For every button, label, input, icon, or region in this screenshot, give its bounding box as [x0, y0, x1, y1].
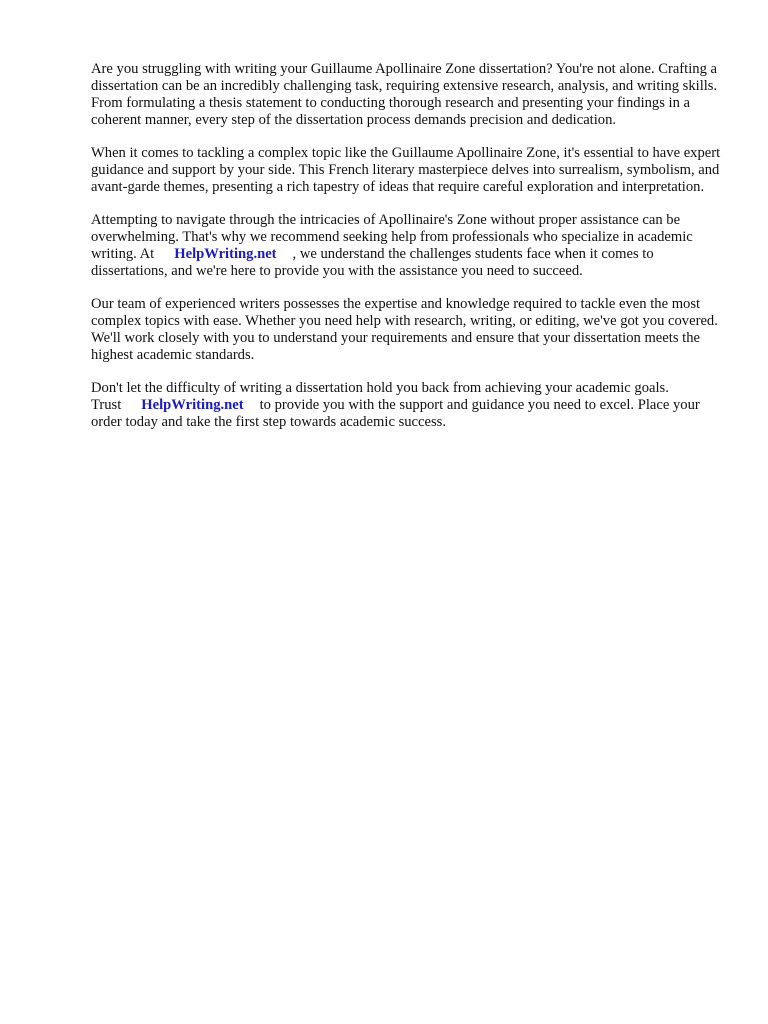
paragraph-call-to-action: [91, 380, 731, 431]
paragraph-cta-after: to provide you with the support and guidance you need to excel. Place your order today and take the first step towards academic success.: [91, 397, 700, 430]
paragraph-guidance: When it comes to tackling a complex topic like the Guillaume Apollinaire Zone, it's essential to have expert guidance and support by your side. This French literary masterpiece delves into surrealism, symbolism, and avant-garde themes, presenting a rich tapestry of ideas that require careful exploration and interpretation.: [91, 145, 721, 195]
paragraph-cta-before: Don't let the difficulty of writing a dissertation hold you back from achieving your academic goals. Trust: [91, 380, 669, 413]
document-body: [91, 61, 731, 447]
paragraph-assistance-before: Attempting to navigate through the intricacies of Apollinaire's Zone without proper assistance can be overwhelming. That's why we recommend seeking help from professionals who specialize in academic writing. At: [91, 212, 693, 262]
paragraph-team: Our team of experienced writers possesses the expertise and knowledge required to tackle even the most complex topics with ease. Whether you need help with research, writing, or editing, we've got you covered. We'll work closely with you to understand your requirements and ensure that your dissertation meets the highest academic standards.: [91, 296, 718, 363]
paragraph-intro: Are you struggling with writing your Guillaume Apollinaire Zone dissertation? You're not alone. Crafting a dissertation can be an incredibly challenging task, requiring extensive research, analysis, and writing skills. From formulating a thesis statement to conducting thorough research and presenting your findings in a coherent manner, every step of the dissertation process demands precision and dedication.: [91, 61, 718, 128]
helpwriting-link[interactable]: HelpWriting.net: [174, 246, 277, 262]
paragraph-assistance-after: , we understand the challenges students face when it comes to dissertations, and we're here to provide you with the assistance you need to succeed.: [91, 246, 654, 279]
helpwriting-link[interactable]: HelpWriting.net: [141, 397, 244, 413]
paragraph-assistance: [91, 212, 731, 280]
